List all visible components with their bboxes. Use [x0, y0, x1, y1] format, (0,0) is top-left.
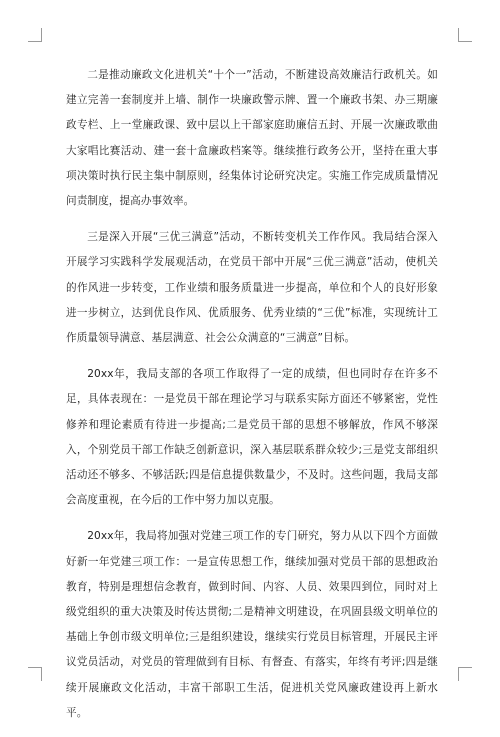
- paragraph-achievements-shortcomings: 20xx年，我局支部的各项工作取得了一定的成绩，但也同时存在许多不足，具体表现在：一是党员干部在理论学习与联系实际方面还不够紧密，党性修养和理论素质有待进一步提高;二是党员干部的思想不够解放，作风不够深入，个别党员干部工作缺乏创新意识，深入基层联系群众较少;三是党支部组织活动还不够多、不够活跃;四是信息提供数量少，不及时。这些问题，我局支部会高度重视，在今后的工作中努力加以克服。: [66, 368, 438, 507]
- crop-mark-top-left-v: [41, 28, 42, 42]
- crop-mark-top-left-h: [28, 41, 42, 42]
- paragraph-anti-corruption-culture: 二是推动廉政文化进机关“十个一”活动，不断建设高效廉洁行政机关。如建立完善一套制度并上墙、制作一块廉政警示牌、置一个廉政书架、办三期廉政专栏、上一堂廉政课、致中层以上干部家庭助廉信五封、开展一次廉政歌曲大家唱比赛活动、建一套十盒廉政档案等。继续推行政务公开，坚持在重大事项决策时执行民主集中制原则，经集体讨论研究决定。实施工作完成质量情况问责制度，提高办事效率。: [66, 69, 438, 208]
- crop-mark-bottom-right-v: [458, 667, 459, 681]
- crop-mark-bottom-left-v: [41, 667, 42, 681]
- paragraph-next-year-plan: 20xx年，我局将加强对党建三项工作的专门研究，努力从以下四个方面做好新一年党建三项工作：一是宣传思想工作，继续加强对党员干部的思想政治教育，特别是理想信念教育，做到时间、内容、人员、效果四到位，同时对上级党组织的重大决策及时传达贯彻;二是精神文明建设，在巩固县级文明单位的基础上争创市级文明单位;三是组织建设，继续实行党员目标管理，开展民主评议党员活动，对党员的管理做到有目标、有督查、有落实，年终有考评;四是继续开展廉政文化活动，丰富干部职工生活，促进机关党风廉政建设再上新水平。: [66, 530, 438, 719]
- crop-mark-top-right-h: [458, 41, 472, 42]
- paragraph-three-excellences: 三是深入开展“三优三满意”活动，不断转变机关工作作风。我局结合深入开展学习实践科学发展观活动，在党员干部中开展“三优三满意”活动，使机关的作风进一步转变，工作业绩和服务质量进一步提高，单位和个人的良好形象进一步树立，达到优良作风、优质服务、优秀业绩的“三优”标准，实现统计工作质量领导满意、基层满意、社会公众满意的“三满意”目标。: [66, 231, 438, 345]
- document-body: [66, 63, 438, 737]
- crop-mark-bottom-left-h: [28, 667, 42, 668]
- crop-mark-top-right-v: [458, 28, 459, 42]
- crop-mark-bottom-right-h: [458, 667, 472, 668]
